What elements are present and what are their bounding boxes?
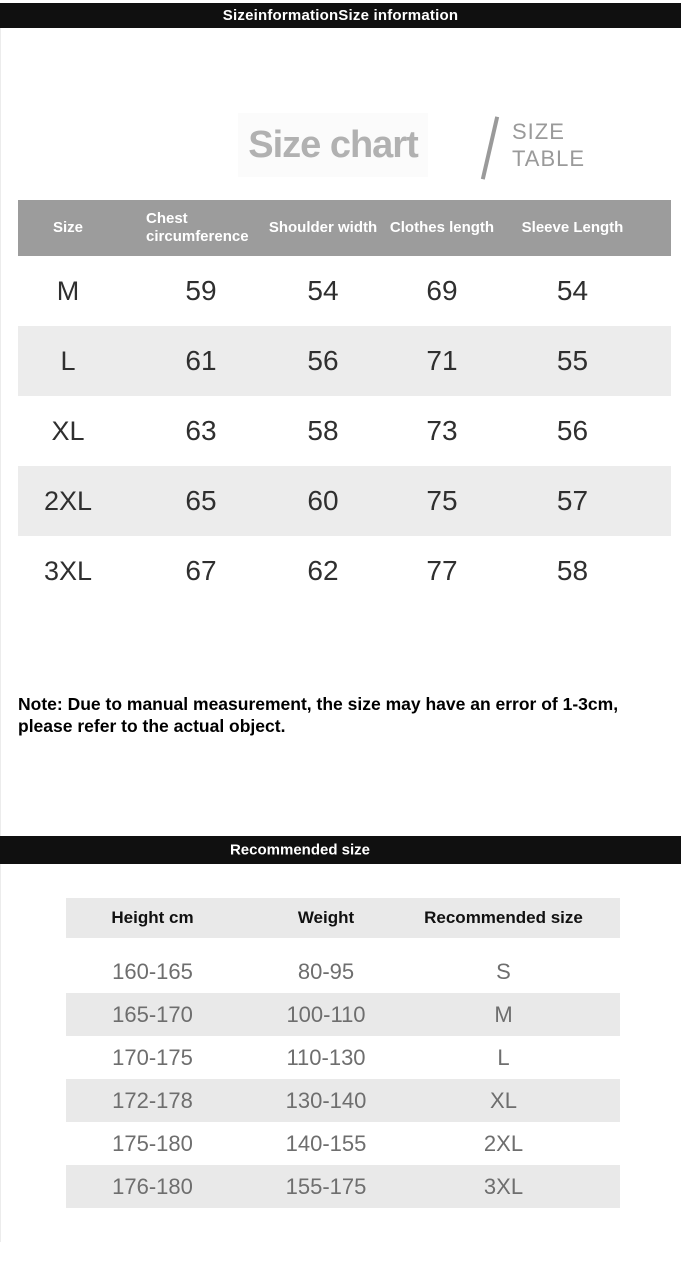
cell-rec-size: M: [494, 1001, 513, 1027]
measurement-note-line2: please refer to the actual object.: [18, 715, 286, 736]
cell-weight: 155-175: [285, 1173, 367, 1199]
cell-shoulder: 60: [307, 485, 339, 516]
size-table-header-size: Size: [52, 219, 83, 236]
cell-sleeve: 57: [556, 485, 589, 516]
cell-clothes: 75: [426, 485, 458, 516]
cell-size: L: [60, 345, 76, 376]
cell-weight: 140-155: [285, 1130, 367, 1156]
cell-shoulder: 62: [307, 555, 339, 586]
measurement-note-line1: Note: Due to manual measurement, the size may have an error of 1-3cm,: [18, 694, 619, 714]
table-row-xl: [18, 396, 671, 466]
cell-weight: 100-110: [286, 1001, 366, 1027]
recommended-table-header-row: [66, 898, 620, 938]
left-edge-line: [0, 28, 1, 1242]
cell-chest: 61: [185, 345, 217, 376]
table-row-2xl: [18, 466, 671, 536]
measurement-note: [18, 694, 673, 737]
size-information-header-label: SizeinformationSize information: [222, 7, 459, 24]
cell-sleeve: 56: [556, 415, 589, 446]
cell-height: 160-165: [112, 958, 193, 984]
cell-chest: 67: [185, 555, 217, 586]
size-table-header-shoulder: Shoulder width: [268, 219, 378, 236]
table-row-l: [18, 326, 671, 396]
recommended-size-header-bar: [0, 836, 681, 864]
cell-shoulder: 58: [307, 415, 339, 446]
cell-size: M: [56, 275, 80, 306]
cell-size: XL: [51, 415, 85, 446]
cell-weight: 80-95: [297, 958, 355, 984]
table-row-xl: [66, 1079, 620, 1122]
table-row-3xl: [18, 536, 671, 606]
cell-rec-size: L: [497, 1044, 510, 1070]
cell-rec-size: S: [496, 958, 511, 984]
cell-clothes: 77: [426, 555, 458, 586]
cell-rec-size: 2XL: [483, 1130, 524, 1156]
table-row-m: [18, 256, 671, 326]
cell-height: 175-180: [112, 1130, 193, 1156]
size-table: [18, 200, 671, 606]
slash-divider-icon: [481, 116, 499, 179]
cell-chest: 63: [185, 415, 217, 446]
recommended-header-size: Recommended size: [424, 908, 583, 927]
cell-height: 170-175: [112, 1044, 193, 1070]
cell-size: 2XL: [43, 485, 93, 516]
side-label-line2: TABLE: [512, 146, 586, 171]
table-row-m: [66, 993, 620, 1036]
cell-weight: 110-130: [286, 1044, 366, 1070]
recommended-header-height: Height cm: [111, 908, 194, 927]
cell-size: 3XL: [43, 555, 93, 586]
size-table-header-sleeve: Sleeve Length: [521, 219, 624, 236]
cell-chest: 59: [185, 275, 217, 306]
cell-clothes: 71: [426, 345, 458, 376]
table-row-l: [66, 1036, 620, 1079]
cell-rec-size: XL: [490, 1087, 517, 1113]
cell-chest: 65: [185, 485, 217, 516]
cell-rec-size: 3XL: [483, 1173, 524, 1199]
size-chart-title: Size chart: [238, 113, 428, 177]
size-table-header-clothes: Clothes length: [389, 219, 495, 236]
cell-sleeve: 54: [556, 275, 589, 306]
cell-height: 176-180: [112, 1173, 193, 1199]
recommended-size-header-label: Recommended size: [229, 841, 371, 859]
title-section: [0, 110, 681, 184]
cell-height: 172-178: [112, 1087, 193, 1113]
side-label-line1: SIZE: [512, 119, 565, 144]
recommended-size-table: [66, 898, 620, 1208]
size-table-header-row: [18, 200, 671, 256]
cell-height: 165-170: [112, 1001, 193, 1027]
size-table-side-label: [512, 118, 585, 172]
size-table-header-chest: Chest circumference: [146, 210, 249, 245]
recommended-header-weight: Weight: [297, 908, 355, 927]
cell-shoulder: 54: [307, 275, 339, 306]
cell-weight: 130-140: [285, 1087, 367, 1113]
cell-clothes: 73: [426, 415, 458, 446]
size-information-header-bar: [0, 3, 681, 28]
table-row-3xl: [66, 1165, 620, 1208]
table-row-2xl: [66, 1122, 620, 1165]
cell-sleeve: 55: [556, 345, 589, 376]
cell-shoulder: 56: [307, 345, 339, 376]
cell-sleeve: 58: [556, 555, 589, 586]
table-row-s: [66, 950, 620, 993]
cell-clothes: 69: [426, 275, 458, 306]
